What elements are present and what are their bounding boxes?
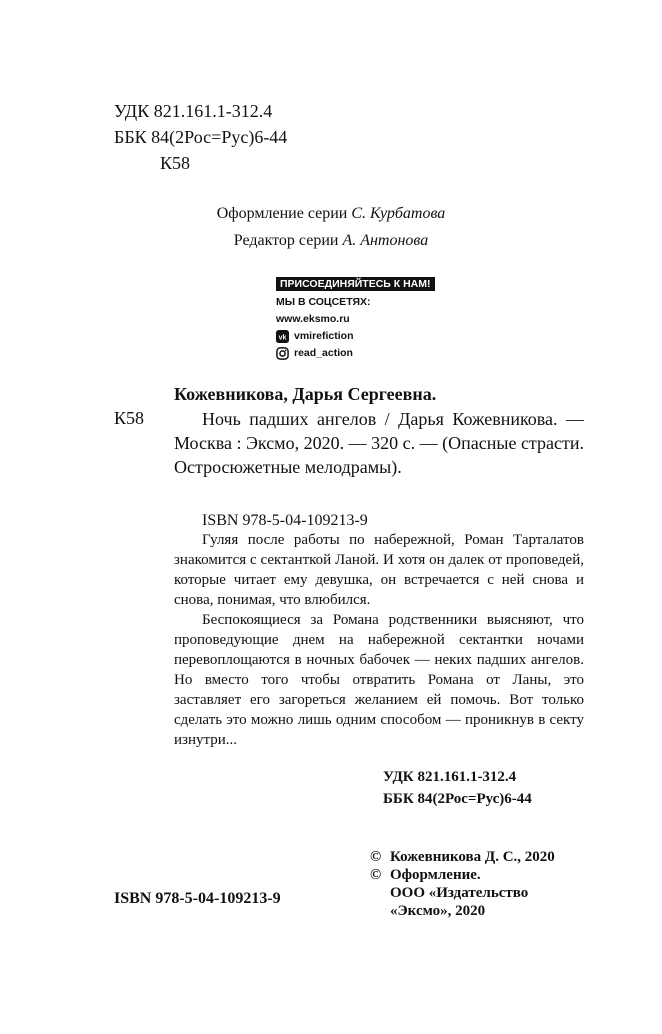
editor-name: А. Антонова — [342, 232, 429, 249]
copyright-design-3: «Эксмо», 2020 — [390, 903, 486, 919]
instagram-row[interactable] — [276, 345, 435, 362]
record-description — [174, 407, 584, 479]
footer-udk: УДК 821.161.1-312.4 — [383, 769, 517, 785]
editor-credit — [0, 227, 662, 255]
vk-icon — [276, 330, 289, 343]
bbk-code: ББК 84(2Рос=Рус)6-44 — [114, 127, 288, 147]
copyright-block — [370, 848, 555, 920]
vk-row[interactable] — [276, 328, 435, 345]
social-block — [276, 276, 435, 362]
copyright-author: Кожевникова Д. С., 2020 — [390, 849, 555, 865]
footer-isbn: ISBN 978-5-04-109213-9 — [114, 890, 281, 907]
annotation-paragraph-1: Гуляя после работы по набережной, Роман Тарталатов знакомится с сектанткой Ланой. И хотя он далек от проповедей, которые читает ему девушка, он встречается с ней снова и снова, понимая, что влюбился. — [174, 532, 584, 608]
classification-block — [114, 98, 287, 176]
design-credit — [0, 200, 662, 228]
svg-text:vk: vk — [278, 334, 287, 342]
copyright-symbol: © — [370, 849, 382, 865]
annotation — [174, 530, 584, 750]
design-label: Оформление серии — [216, 205, 348, 222]
author-heading: Кожевникова, Дарья Сергеевна. — [174, 384, 437, 404]
instagram-icon — [276, 347, 289, 360]
record-code: К58 — [114, 408, 145, 428]
copyright-symbol: © — [370, 867, 382, 883]
footer-bbk: ББК 84(2Рос=Рус)6-44 — [383, 791, 532, 807]
footer-classification — [383, 766, 532, 810]
join-banner: ПРИСОЕДИНЯЙТЕСЬ К НАМ! — [276, 277, 435, 291]
copyright-design-2: ООО «Издательство — [390, 885, 529, 901]
website-link[interactable]: www.eksmo.ru — [276, 313, 350, 325]
instagram-handle: read_action — [294, 347, 353, 359]
author-code: К58 — [160, 153, 191, 173]
record-isbn: ISBN 978-5-04-109213-9 — [202, 512, 368, 529]
vk-handle: vmirefiction — [294, 330, 354, 342]
udk-code: УДК 821.161.1-312.4 — [114, 101, 273, 121]
copyright-design-1: Оформление. — [390, 867, 481, 883]
social-heading: МЫ В СОЦСЕТЯХ: — [276, 296, 371, 308]
annotation-paragraph-2: Беспокоящиеся за Романа родственники выясняют, что проповедующие днем на набережной сектантки ночами перевоплощаются в ночных бабочек — неких падших ангелов. Но вместо того чтобы отвратить Романа от Ланы, это заставляет его загореться желанием ей помочь. Вот только сделать это можно лишь одним способом — проникнув в секту изнутри... — [174, 612, 584, 748]
editor-label: Редактор серии — [233, 232, 339, 249]
design-name: С. Курбатова — [351, 205, 446, 222]
description-text: Ночь падших ангелов / Дарья Кожевникова. — Москва : Эксмо, 2020. — 320 с. — (Опасные страсти. Остросюжетные мелодрамы). — [174, 409, 584, 477]
